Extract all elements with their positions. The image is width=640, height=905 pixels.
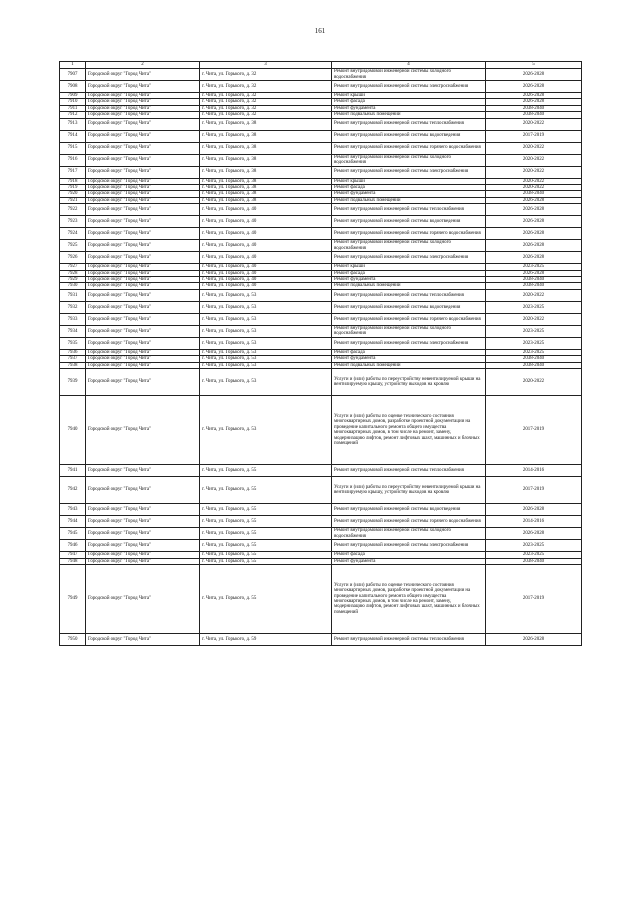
table-row (60, 154, 582, 166)
cell-row-number: 7935 (60, 337, 86, 349)
cell-work-type: Ремонт фасада (332, 552, 486, 558)
cell-address: г. Чита, ул. Горького, д. 40 (200, 264, 332, 270)
cell-municipality: Городской округ "Город Чита" (86, 197, 200, 203)
cell-work-type: Ремонт внутридомовой инженерной системы теплоснабжения (332, 633, 486, 645)
cell-row-number: 7914 (60, 130, 86, 142)
cell-period: 2020-2022 (486, 142, 582, 154)
cell-row-number: 7916 (60, 154, 86, 166)
cell-address: г. Чита, ул. Горького, д. 38 (200, 118, 332, 130)
cell-row-number: 7925 (60, 240, 86, 252)
cell-period: 2026-2028 (486, 204, 582, 216)
cell-municipality: Городской округ "Город Чита" (86, 516, 200, 528)
table-row (60, 301, 582, 313)
cell-row-number: 7928 (60, 270, 86, 276)
cell-row-number: 7930 (60, 283, 86, 289)
cell-municipality: Городской округ "Город Чита" (86, 81, 200, 93)
cell-work-type: Ремонт крыши (332, 93, 486, 99)
cell-municipality: Городской округ "Город Чита" (86, 240, 200, 252)
cell-period: 2014-2016 (486, 516, 582, 528)
cell-work-type: Ремонт внутридомовой инженерной системы электроснабжения (332, 81, 486, 93)
cell-work-type: Ремонт внутридомовой инженерной системы холодного водоснабжения (332, 240, 486, 252)
cell-row-number: 7939 (60, 369, 86, 396)
cell-period: 2023-2025 (486, 337, 582, 349)
repair-schedule-table (59, 61, 582, 646)
cell-work-type: Ремонт внутридомовой инженерной системы холодного водоснабжения (332, 69, 486, 81)
cell-address: г. Чита, ул. Горького, д. 55 (200, 564, 332, 633)
cell-period: 2020-2022 (486, 369, 582, 396)
cell-work-type: Ремонт внутридомовой инженерной системы электроснабжения (332, 252, 486, 264)
table-row (60, 313, 582, 325)
cell-row-number: 7910 (60, 99, 86, 105)
cell-address: г. Чита, ул. Горького, д. 53 (200, 325, 332, 337)
cell-address: г. Чита, ул. Горького, д. 38 (200, 142, 332, 154)
cell-municipality: Городской округ "Город Чита" (86, 325, 200, 337)
cell-period: 2038-2040 (486, 112, 582, 118)
cell-address: г. Чита, ул. Горького, д. 38 (200, 154, 332, 166)
cell-row-number: 7931 (60, 289, 86, 301)
cell-municipality: Городской округ "Город Чита" (86, 277, 200, 283)
cell-work-type: Ремонт внутридомовой инженерной системы теплоснабжения (332, 289, 486, 301)
table-row (60, 289, 582, 301)
cell-address: г. Чита, ул. Горького, д. 40 (200, 277, 332, 283)
cell-row-number: 7921 (60, 197, 86, 203)
cell-work-type: Ремонт фундамента (332, 105, 486, 111)
cell-work-type: Ремонт внутридомовой инженерной системы водоотведения (332, 301, 486, 313)
cell-address: г. Чита, ул. Горького, д. 38 (200, 178, 332, 184)
cell-address: г. Чита, ул. Горького, д. 55 (200, 528, 332, 540)
cell-municipality: Городской округ "Город Чита" (86, 252, 200, 264)
cell-period: 2017-2019 (486, 130, 582, 142)
cell-period: 2023-2025 (486, 349, 582, 355)
cell-municipality: Городской округ "Город Чита" (86, 99, 200, 105)
cell-work-type: Услуги и (или) работы по переустройству невентилируемой крыши на вентилируемую крышу, устройству выходов на кровлю (332, 369, 486, 396)
cell-municipality: Городской округ "Город Чита" (86, 313, 200, 325)
cell-address: г. Чита, ул. Горького, д. 53 (200, 313, 332, 325)
cell-address: г. Чита, ул. Горького, д. 38 (200, 166, 332, 178)
cell-row-number: 7929 (60, 277, 86, 283)
cell-row-number: 7922 (60, 204, 86, 216)
cell-row-number: 7945 (60, 528, 86, 540)
cell-row-number: 7944 (60, 516, 86, 528)
header-col-5: 5 (486, 62, 582, 69)
cell-municipality: Городской округ "Город Чита" (86, 228, 200, 240)
cell-municipality: Городской округ "Город Чита" (86, 396, 200, 465)
cell-period: 2023-2025 (486, 301, 582, 313)
cell-row-number: 7908 (60, 81, 86, 93)
cell-municipality: Городской округ "Город Чита" (86, 356, 200, 362)
cell-address: г. Чита, ул. Горького, д. 38 (200, 185, 332, 191)
cell-row-number: 7915 (60, 142, 86, 154)
cell-address: г. Чита, ул. Горького, д. 40 (200, 240, 332, 252)
cell-address: г. Чита, ул. Горького, д. 55 (200, 540, 332, 552)
cell-row-number: 7936 (60, 349, 86, 355)
cell-row-number: 7937 (60, 356, 86, 362)
cell-period: 2014-2016 (486, 465, 582, 477)
cell-work-type: Ремонт фасада (332, 349, 486, 355)
cell-municipality: Городской округ "Город Чита" (86, 289, 200, 301)
table-row (60, 130, 582, 142)
cell-period: 2023-2025 (486, 264, 582, 270)
cell-row-number: 7912 (60, 112, 86, 118)
table-row (60, 69, 582, 81)
cell-period: 2026-2028 (486, 252, 582, 264)
cell-address: г. Чита, ул. Горького, д. 32 (200, 69, 332, 81)
cell-period: 2038-2040 (486, 558, 582, 564)
cell-row-number: 7946 (60, 540, 86, 552)
cell-period: 2023-2025 (486, 325, 582, 337)
cell-work-type: Ремонт внутридомовой инженерной системы теплоснабжения (332, 465, 486, 477)
table-header-row (60, 62, 582, 69)
cell-period: 2026-2028 (486, 270, 582, 276)
cell-work-type: Ремонт внутридомовой инженерной системы водоотведения (332, 504, 486, 516)
cell-address: г. Чита, ул. Горького, д. 53 (200, 369, 332, 396)
cell-period: 2017-2019 (486, 564, 582, 633)
cell-period: 2026-2028 (486, 197, 582, 203)
cell-period: 2026-2028 (486, 216, 582, 228)
cell-period: 2020-2022 (486, 166, 582, 178)
cell-municipality: Городской округ "Город Чита" (86, 216, 200, 228)
cell-period: 2023-2025 (486, 552, 582, 558)
cell-municipality: Городской округ "Город Чита" (86, 105, 200, 111)
cell-work-type: Ремонт подвальных помещений (332, 112, 486, 118)
cell-work-type: Услуги и (или) работы по переустройству невентилируемой крыши на вентилируемую крышу, устройству выходов на кровлю (332, 477, 486, 504)
cell-address: г. Чита, ул. Горького, д. 55 (200, 504, 332, 516)
cell-row-number: 7941 (60, 465, 86, 477)
cell-row-number: 7932 (60, 301, 86, 313)
cell-work-type: Ремонт крыши (332, 178, 486, 184)
header-col-3: 3 (200, 62, 332, 69)
cell-municipality: Городской округ "Город Чита" (86, 69, 200, 81)
table-row (60, 396, 582, 465)
cell-row-number: 7907 (60, 69, 86, 81)
cell-work-type: Ремонт внутридомовой инженерной системы электроснабжения (332, 166, 486, 178)
table-row (60, 204, 582, 216)
page-number: 161 (314, 27, 326, 35)
cell-address: г. Чита, ул. Горького, д. 53 (200, 396, 332, 465)
cell-period: 2038-2040 (486, 105, 582, 111)
cell-row-number: 7950 (60, 633, 86, 645)
cell-work-type: Ремонт внутридомовой инженерной системы водоотведения (332, 130, 486, 142)
cell-period: 2020-2022 (486, 289, 582, 301)
cell-address: г. Чита, ул. Горького, д. 53 (200, 349, 332, 355)
cell-period: 2026-2028 (486, 528, 582, 540)
cell-municipality: Городской округ "Город Чита" (86, 154, 200, 166)
cell-period: 2023-2025 (486, 540, 582, 552)
cell-municipality: Городской округ "Город Чита" (86, 504, 200, 516)
cell-municipality: Городской округ "Город Чита" (86, 270, 200, 276)
cell-address: г. Чита, ул. Горького, д. 40 (200, 216, 332, 228)
table-row (60, 142, 582, 154)
cell-address: г. Чита, ул. Горького, д. 55 (200, 477, 332, 504)
cell-work-type: Ремонт внутридомовой инженерной системы горячего водоснабжения (332, 516, 486, 528)
table-row (60, 228, 582, 240)
cell-municipality: Городской округ "Город Чита" (86, 633, 200, 645)
cell-period: 2026-2028 (486, 81, 582, 93)
cell-work-type: Ремонт фасада (332, 185, 486, 191)
table-row (60, 369, 582, 396)
table-row (60, 540, 582, 552)
cell-row-number: 7918 (60, 178, 86, 184)
cell-municipality: Городской округ "Город Чита" (86, 337, 200, 349)
cell-row-number: 7924 (60, 228, 86, 240)
cell-municipality: Городской округ "Город Чита" (86, 564, 200, 633)
cell-work-type: Ремонт внутридомовой инженерной системы холодного водоснабжения (332, 325, 486, 337)
cell-municipality: Городской округ "Город Чита" (86, 178, 200, 184)
cell-address: г. Чита, ул. Горького, д. 55 (200, 558, 332, 564)
cell-work-type: Услуги и (или) работы по оценке технического состояния многоквартирных домов, разработке проектной документации на проведение капитального ремонта общего имущества многоквартирных домов, в том числе на ремонт, замену, модернизацию лифтов, ремонт лифтовых шахт, машинных и блочных помещений (332, 396, 486, 465)
cell-work-type: Ремонт фундамента (332, 191, 486, 197)
cell-address: г. Чита, ул. Горького, д. 40 (200, 283, 332, 289)
cell-period: 2026-2028 (486, 504, 582, 516)
table-row (60, 81, 582, 93)
cell-row-number: 7909 (60, 93, 86, 99)
table-row (60, 477, 582, 504)
cell-address: г. Чита, ул. Горького, д. 32 (200, 99, 332, 105)
cell-work-type: Ремонт подвальных помещений (332, 283, 486, 289)
cell-row-number: 7923 (60, 216, 86, 228)
cell-municipality: Городской округ "Город Чита" (86, 558, 200, 564)
cell-address: г. Чита, ул. Горького, д. 55 (200, 552, 332, 558)
cell-address: г. Чита, ул. Горького, д. 53 (200, 362, 332, 368)
cell-row-number: 7926 (60, 252, 86, 264)
cell-address: г. Чита, ул. Горького, д. 53 (200, 289, 332, 301)
cell-row-number: 7934 (60, 325, 86, 337)
header-col-1: 1 (60, 62, 86, 69)
cell-work-type: Ремонт внутридомовой инженерной системы теплоснабжения (332, 204, 486, 216)
cell-period: 2020-2022 (486, 313, 582, 325)
cell-address: г. Чита, ул. Горького, д. 59 (200, 633, 332, 645)
cell-municipality: Городской округ "Город Чита" (86, 369, 200, 396)
table-row (60, 504, 582, 516)
cell-address: г. Чита, ул. Горького, д. 40 (200, 228, 332, 240)
cell-address: г. Чита, ул. Горького, д. 32 (200, 105, 332, 111)
cell-municipality: Городской округ "Город Чита" (86, 112, 200, 118)
cell-municipality: Городской округ "Город Чита" (86, 540, 200, 552)
cell-period: 2017-2019 (486, 396, 582, 465)
table-row (60, 337, 582, 349)
table-row (60, 465, 582, 477)
cell-work-type: Ремонт внутридомовой инженерной системы водоотведения (332, 216, 486, 228)
cell-period: 2026-2028 (486, 633, 582, 645)
table-row (60, 516, 582, 528)
cell-work-type: Ремонт внутридомовой инженерной системы электроснабжения (332, 540, 486, 552)
cell-address: г. Чита, ул. Горького, д. 53 (200, 356, 332, 362)
cell-period: 2038-2040 (486, 191, 582, 197)
cell-address: г. Чита, ул. Горького, д. 32 (200, 112, 332, 118)
cell-municipality: Городской округ "Город Чита" (86, 93, 200, 99)
cell-period: 2038-2040 (486, 362, 582, 368)
cell-period: 2026-2028 (486, 240, 582, 252)
cell-address: г. Чита, ул. Горького, д. 55 (200, 465, 332, 477)
cell-row-number: 7911 (60, 105, 86, 111)
cell-municipality: Городской округ "Город Чита" (86, 301, 200, 313)
cell-period: 2026-2028 (486, 93, 582, 99)
cell-address: г. Чита, ул. Горького, д. 32 (200, 81, 332, 93)
cell-municipality: Городской округ "Город Чита" (86, 465, 200, 477)
cell-period: 2026-2028 (486, 99, 582, 105)
cell-row-number: 7943 (60, 504, 86, 516)
cell-work-type: Ремонт подвальных помещений (332, 362, 486, 368)
cell-municipality: Городской округ "Город Чита" (86, 130, 200, 142)
cell-row-number: 7920 (60, 191, 86, 197)
cell-period: 2020-2022 (486, 178, 582, 184)
cell-municipality: Городской округ "Город Чита" (86, 283, 200, 289)
table-body (60, 69, 582, 646)
cell-row-number: 7940 (60, 396, 86, 465)
table-row (60, 325, 582, 337)
cell-period: 2020-2022 (486, 118, 582, 130)
cell-municipality: Городской округ "Город Чита" (86, 142, 200, 154)
header-col-4: 4 (332, 62, 486, 69)
cell-period: 2020-2022 (486, 154, 582, 166)
cell-work-type: Ремонт фундамента (332, 356, 486, 362)
table-row (60, 252, 582, 264)
cell-period: 2038-2040 (486, 283, 582, 289)
header-col-2: 2 (86, 62, 200, 69)
cell-period: 2026-2028 (486, 69, 582, 81)
cell-municipality: Городской округ "Город Чита" (86, 552, 200, 558)
table-row (60, 528, 582, 540)
cell-period: 2038-2040 (486, 356, 582, 362)
cell-row-number: 7913 (60, 118, 86, 130)
cell-municipality: Городской округ "Город Чита" (86, 191, 200, 197)
cell-address: г. Чита, ул. Горького, д. 55 (200, 516, 332, 528)
cell-work-type: Ремонт фасада (332, 99, 486, 105)
table-row (60, 166, 582, 178)
cell-municipality: Городской округ "Город Чита" (86, 166, 200, 178)
cell-work-type: Ремонт внутридомовой инженерной системы теплоснабжения (332, 118, 486, 130)
cell-work-type: Ремонт внутридомовой инженерной системы электроснабжения (332, 337, 486, 349)
cell-row-number: 7919 (60, 185, 86, 191)
cell-address: г. Чита, ул. Горького, д. 53 (200, 337, 332, 349)
cell-address: г. Чита, ул. Горького, д. 38 (200, 130, 332, 142)
cell-work-type: Ремонт крыши (332, 264, 486, 270)
cell-row-number: 7949 (60, 564, 86, 633)
cell-municipality: Городской округ "Город Чита" (86, 264, 200, 270)
cell-work-type: Ремонт внутридомовой инженерной системы холодного водоснабжения (332, 528, 486, 540)
cell-municipality: Городской округ "Город Чита" (86, 204, 200, 216)
cell-row-number: 7927 (60, 264, 86, 270)
cell-work-type: Ремонт фасада (332, 270, 486, 276)
cell-address: г. Чита, ул. Горького, д. 32 (200, 93, 332, 99)
cell-period: 2017-2019 (486, 477, 582, 504)
cell-municipality: Городской округ "Город Чита" (86, 185, 200, 191)
cell-row-number: 7948 (60, 558, 86, 564)
cell-period: 2026-2028 (486, 228, 582, 240)
table-row (60, 564, 582, 633)
cell-work-type: Ремонт фундамента (332, 277, 486, 283)
cell-row-number: 7947 (60, 552, 86, 558)
table-row (60, 240, 582, 252)
cell-period: 2038-2040 (486, 277, 582, 283)
cell-address: г. Чита, ул. Горького, д. 38 (200, 197, 332, 203)
cell-municipality: Городской округ "Город Чита" (86, 118, 200, 130)
cell-address: г. Чита, ул. Горького, д. 40 (200, 270, 332, 276)
cell-row-number: 7942 (60, 477, 86, 504)
cell-row-number: 7938 (60, 362, 86, 368)
table-row (60, 633, 582, 645)
cell-work-type: Услуги и (или) работы по оценке технического состояния многоквартирных домов, разработке проектной документации на проведение капитального ремонта общего имущества многоквартирных домов, в том числе на ремонт, замену, модернизацию лифтов, ремонт лифтовых шахт, машинных и блочных помещений (332, 564, 486, 633)
cell-work-type: Ремонт внутридомовой инженерной системы горячего водоснабжения (332, 313, 486, 325)
cell-work-type: Ремонт внутридомовой инженерной системы холодного водоснабжения (332, 154, 486, 166)
cell-row-number: 7933 (60, 313, 86, 325)
cell-work-type: Ремонт подвальных помещений (332, 197, 486, 203)
cell-address: г. Чита, ул. Горького, д. 38 (200, 191, 332, 197)
cell-municipality: Городской округ "Город Чита" (86, 477, 200, 504)
cell-municipality: Городской округ "Город Чита" (86, 362, 200, 368)
cell-municipality: Городской округ "Город Чита" (86, 349, 200, 355)
cell-work-type: Ремонт внутридомовой инженерной системы горячего водоснабжения (332, 228, 486, 240)
cell-address: г. Чита, ул. Горького, д. 40 (200, 204, 332, 216)
cell-address: г. Чита, ул. Горького, д. 53 (200, 301, 332, 313)
cell-address: г. Чита, ул. Горького, д. 40 (200, 252, 332, 264)
cell-work-type: Ремонт внутридомовой инженерной системы горячего водоснабжения (332, 142, 486, 154)
table-row (60, 216, 582, 228)
cell-municipality: Городской округ "Город Чита" (86, 528, 200, 540)
cell-row-number: 7917 (60, 166, 86, 178)
cell-work-type: Ремонт фундамента (332, 558, 486, 564)
table-row (60, 118, 582, 130)
cell-period: 2020-2022 (486, 185, 582, 191)
